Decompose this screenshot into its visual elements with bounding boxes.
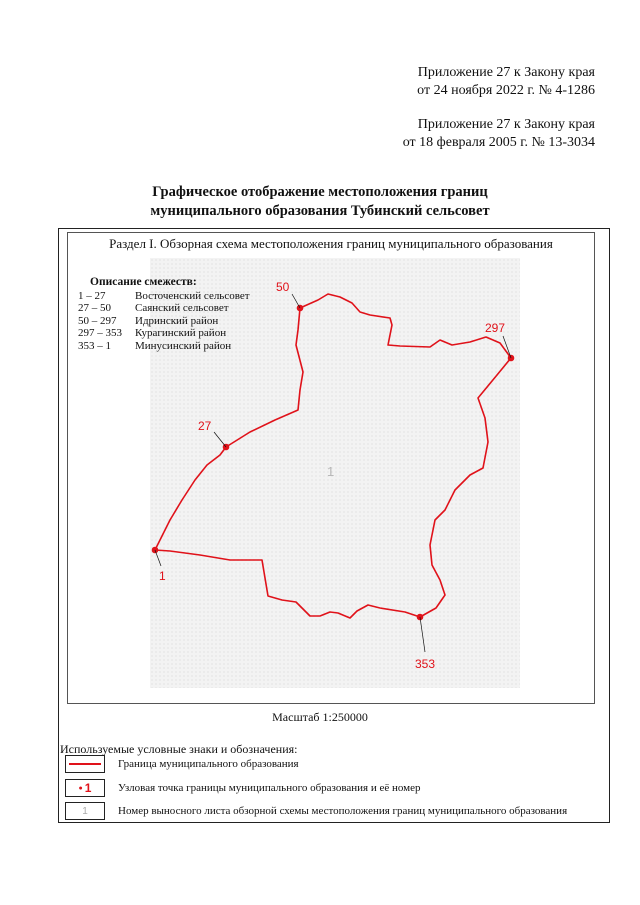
sheet-number-sample <box>65 802 105 820</box>
header-line-2: от 24 ноября 2022 г. № 4-1286 <box>417 83 595 98</box>
node-1-label: 1 <box>159 569 166 583</box>
section-title: Раздел I. Обзорная схема местоположения границ муниципального образования <box>109 236 553 251</box>
boundary-symbol-label: Граница муниципального образования <box>118 758 299 770</box>
sheet-symbol-label: Номер выносного листа обзорной схемы местоположения границ муниципального образования <box>118 805 568 817</box>
sheet-sample-number: 1 <box>82 805 88 817</box>
node-point-sample <box>65 779 105 797</box>
symbol-row-boundary <box>65 755 299 773</box>
header-line-3: Приложение 27 к Закону края <box>417 117 595 132</box>
header-line-4: от 18 февраля 2005 г. № 13-3034 <box>402 135 595 150</box>
symbol-row-sheet <box>65 802 567 820</box>
node-50-label: 50 <box>276 280 290 294</box>
symbol-row-node <box>65 779 421 797</box>
title-line-2: муниципального образования Тубинский сельсовет <box>150 203 490 219</box>
boundary-line-sample <box>65 755 105 773</box>
node-27-label: 27 <box>198 419 212 433</box>
header-line-1: Приложение 27 к Закону края <box>417 65 595 80</box>
sheet-number-label: 1 <box>327 464 335 479</box>
adjacency-item: 1 – 27 Восточенский сельсовет <box>78 289 250 302</box>
map-scale: Масштаб 1:250000 <box>272 710 368 724</box>
symbols-title: Используемые условные знаки и обозначения: <box>60 742 298 756</box>
node-symbol-label: Узловая точка границы муниципального образования и её номер <box>118 782 421 794</box>
adjacency-title: Описание смежеств: <box>90 276 197 288</box>
adjacency-item: 27 – 50 Саянский сельсовет <box>78 302 229 314</box>
node-sample-number: ● 1 <box>79 781 92 795</box>
adjacency-legend <box>78 276 250 352</box>
node-353-label: 353 <box>415 657 436 671</box>
adjacency-item: 297 – 353 Курагинский район <box>78 327 227 339</box>
adjacency-item: 50 – 297 Идринский район <box>78 314 219 327</box>
adjacency-item: 353 – 1 Минусинский район <box>78 339 232 352</box>
node-297-label: 297 <box>485 321 506 335</box>
title-line-1: Графическое отображение местоположения границ <box>152 184 488 200</box>
